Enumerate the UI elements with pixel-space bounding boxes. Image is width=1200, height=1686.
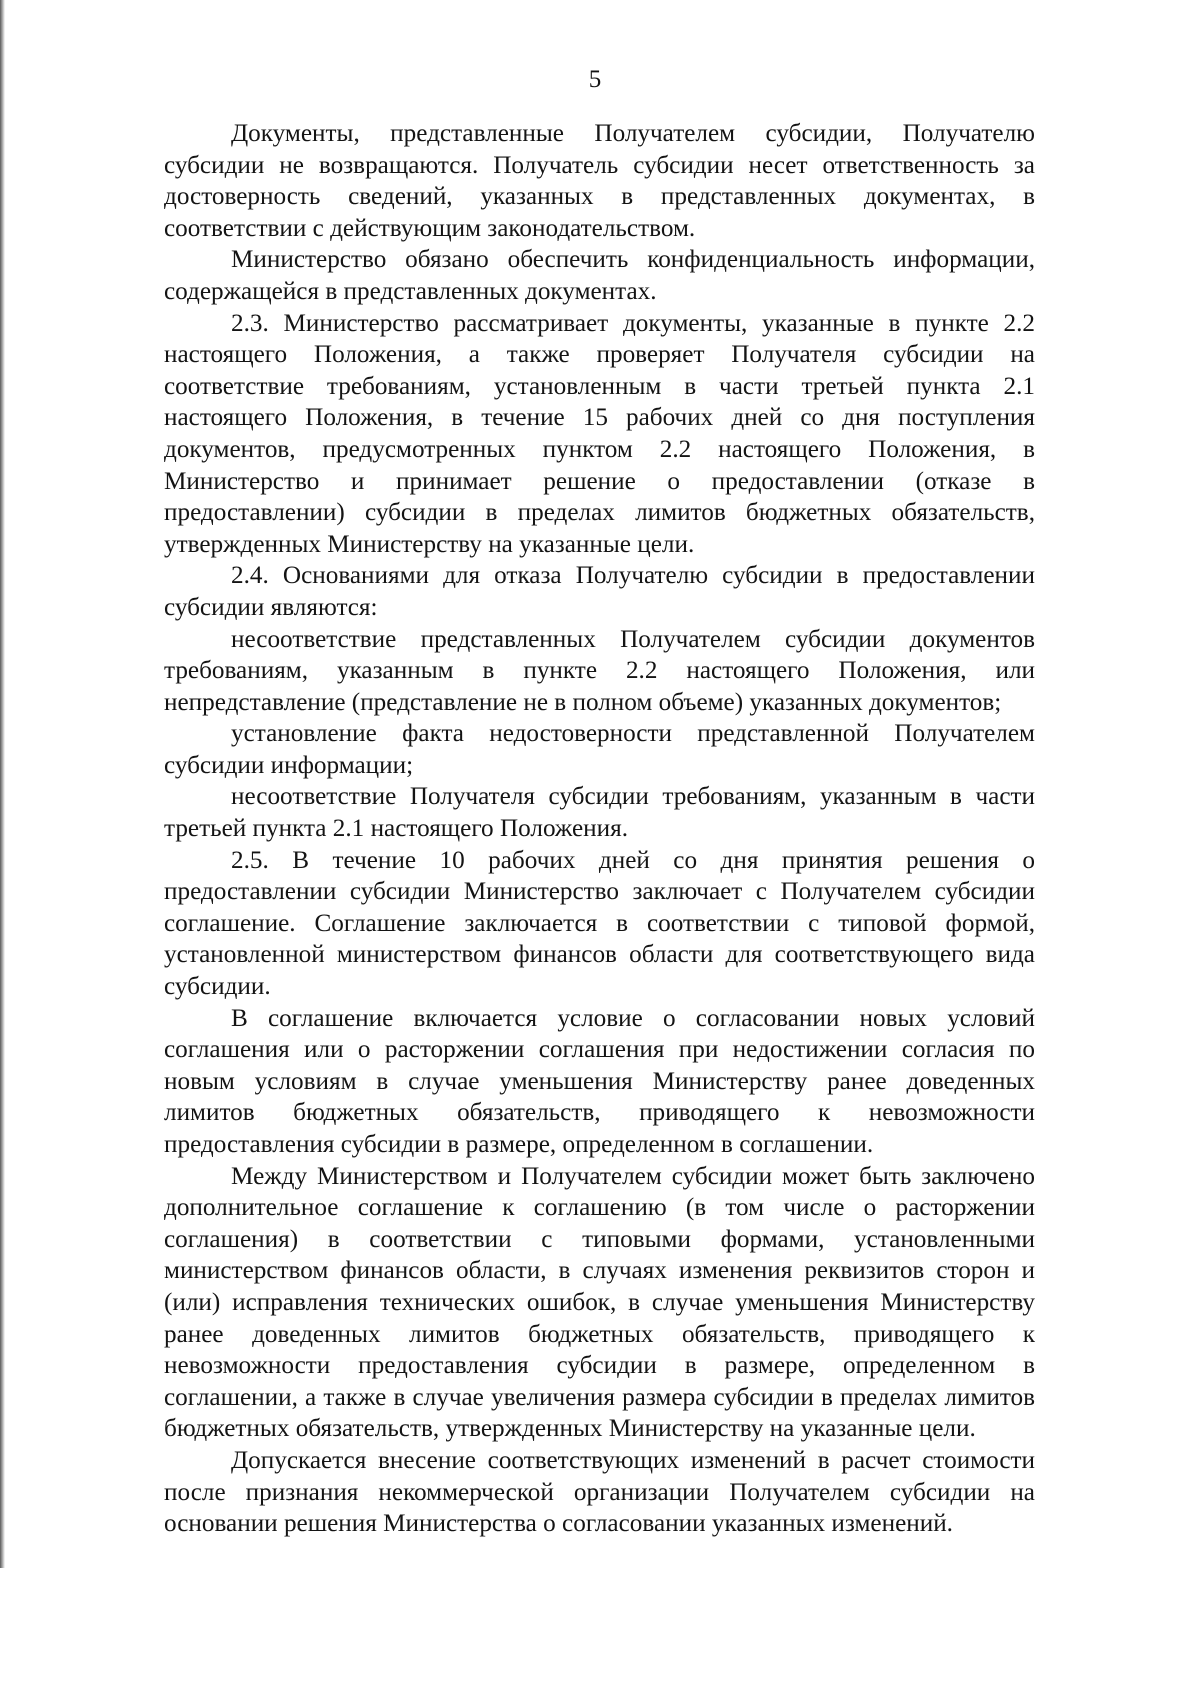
document-body bbox=[164, 118, 1035, 1540]
paragraph-confidentiality: Министерство обязано обеспечить конфиденциальность информации, содержащейся в представленных документах. bbox=[164, 246, 1035, 305]
paragraph-cost-changes: Допускается внесение соответствующих изменений в расчет стоимости после признания некоммерческой организации Получателем субсидии на основании решения Министерства о согласовании указанных изменений. bbox=[164, 1446, 1035, 1538]
paragraph-2-4: 2.4. Основаниями для отказа Получателю субсидии в предоставлении субсидии являются: bbox=[164, 562, 1035, 621]
paragraph-2-3: 2.3. Министерство рассматривает документы, указанные в пункте 2.2 настоящего Положения, а также проверяет Получателя субсидии на соответствие требованиям, установленным в части третьей пункта 2.1 настоящего Положения, в течение 15 рабочих дней со дня поступления документов, предусмотренных пунктом 2.2 настоящего Положения, в Министерство и принимает решение о предоставлении (отказе в предоставлении) субсидии в пределах лимитов бюджетных обязательств, утвержденных Министерству на указанные цели. bbox=[164, 309, 1035, 558]
paragraph-2-5: 2.5. В течение 10 рабочих дней со дня принятия решения о предоставлении субсидии Министерство заключает с Получателем субсидии соглашение. Соглашение заключается в соответствии с типовой формой, установленной министерством финансов области для соответствующего вида субсидии. bbox=[164, 846, 1035, 1001]
paragraph-additional-agreement: Между Министерством и Получателем субсидии может быть заключено дополнительное соглашение к соглашению (в том числе о расторжении соглашения) в соответствии с типовыми формами, установленными министерством финансов области, в случаях изменения реквизитов сторон и (или) исправления технических ошибок, в случае уменьшения Министерству ранее доведенных лимитов бюджетных обязательств, приводящего к невозможности предоставления субсидии в размере, определенном в соглашении, а также в случае увеличения размера субсидии в пределах лимитов бюджетных обязательств, утвержденных Министерству на указанные цели. bbox=[164, 1162, 1035, 1443]
paragraph-agreement-conditions: В соглашение включается условие о согласовании новых условий соглашения или о расторжении соглашения при недостижении согласия по новым условиям в случае уменьшения Министерству ранее доведенных лимитов бюджетных обязательств, приводящего к невозможности предоставления субсидии в размере, определенном в соглашении. bbox=[164, 1004, 1035, 1158]
paragraph-refusal-ground-3: несоответствие Получателя субсидии требованиям, указанным в части третьей пункта 2.1 настоящего Положения. bbox=[164, 783, 1035, 843]
paragraph-refusal-ground-1: несоответствие представленных Получателем субсидии документов требованиям, указанным в пункте 2.2 настоящего Положения, или непредставление (представление не в полном объеме) указанных документов; bbox=[164, 625, 1035, 716]
paragraph-documents-not-returned: Документы, представленные Получателем субсидии, Получателю субсидии не возвращаются. Получатель субсидии несет ответственность за достоверность сведений, указанных в представленных документах, в соответствии с действующим законодательством. bbox=[164, 120, 1035, 242]
scan-edge bbox=[0, 0, 5, 1568]
page-number: 5 bbox=[588, 66, 602, 93]
paragraph-refusal-ground-2: установление факта недостоверности представленной Получателем субсидии информации; bbox=[164, 720, 1035, 779]
